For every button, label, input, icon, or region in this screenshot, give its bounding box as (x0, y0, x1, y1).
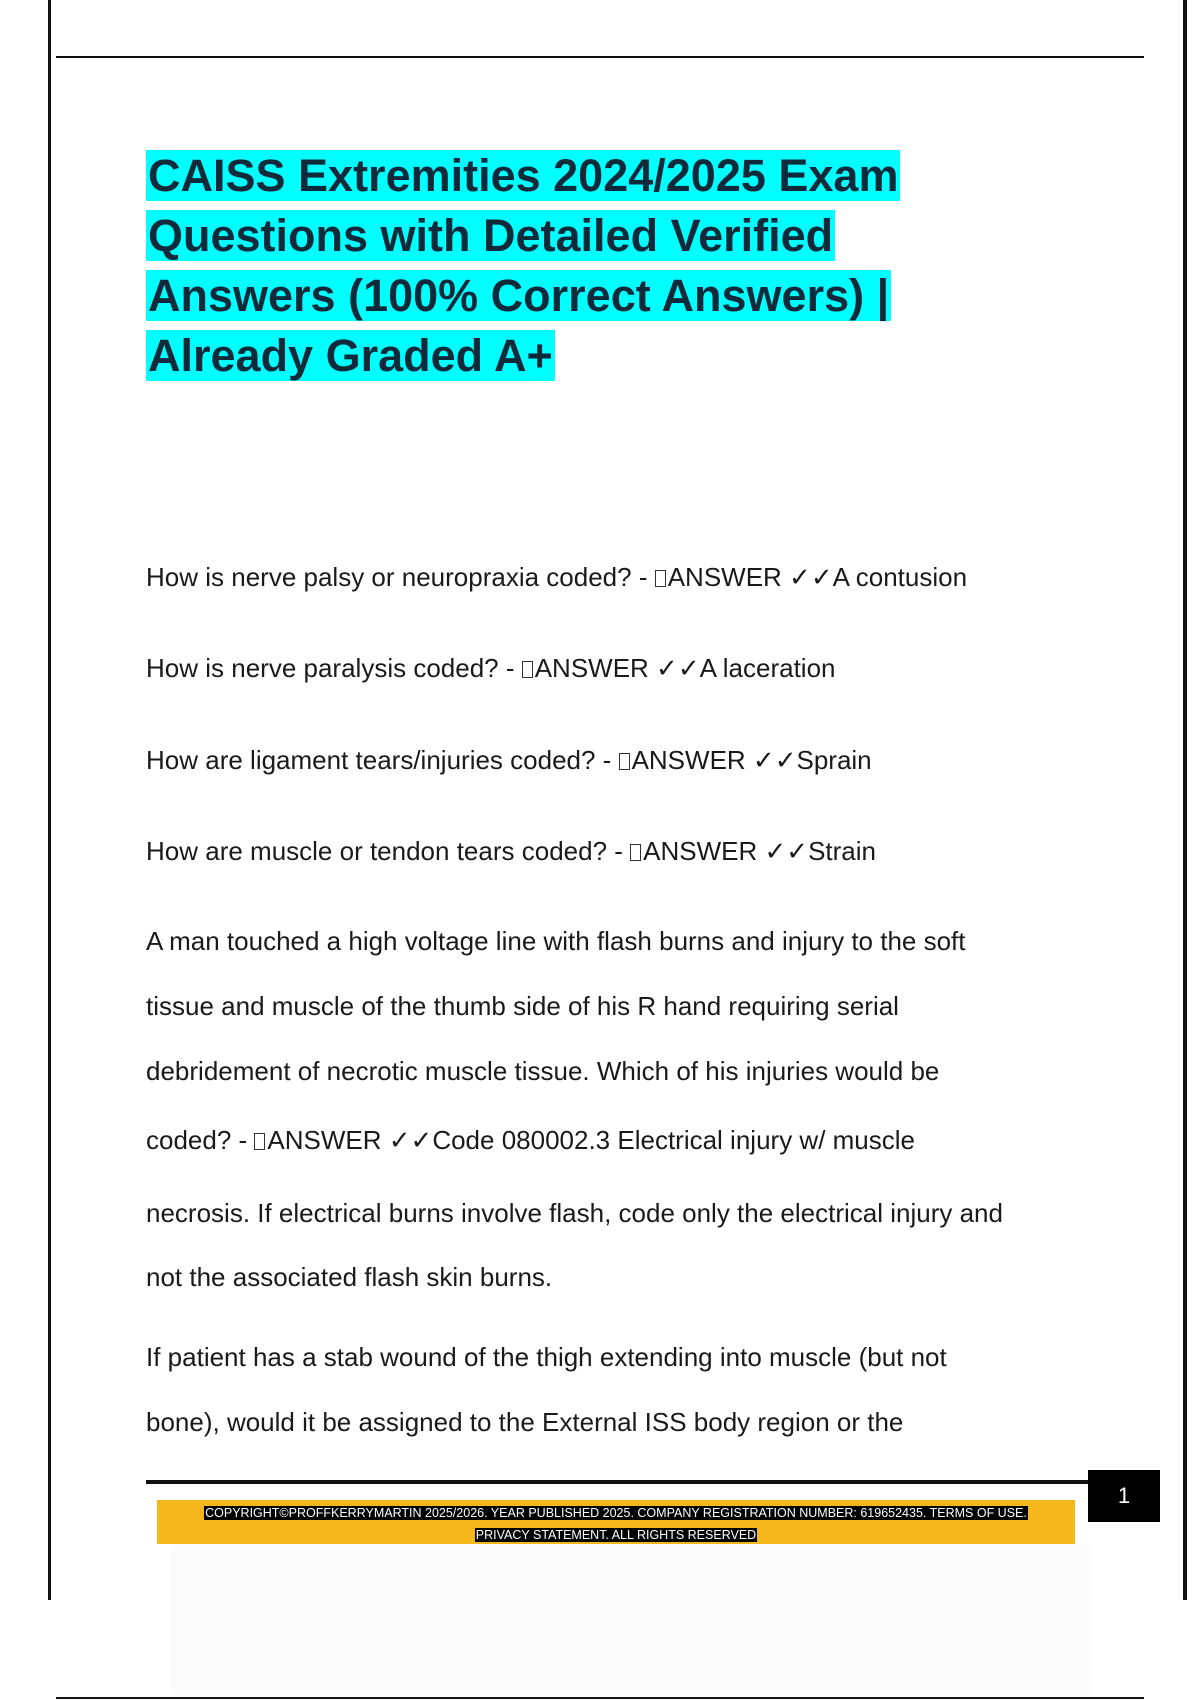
paragraph-line: tissue and muscle of the thumb side of his R hand requiring serial (146, 991, 899, 1021)
answer-prefix: ANSWER ✓✓ (643, 836, 809, 866)
answer-prefix: ANSWER ✓✓ (667, 562, 833, 592)
paragraph-line: necrosis. If electrical burns involve flash, code only the electrical injury and (146, 1198, 1003, 1228)
missing-glyph-icon (619, 753, 630, 770)
answer-prefix: ANSWER ✓✓ (631, 745, 797, 775)
paragraph-line: A man touched a high voltage line with flash burns and injury to the soft (146, 926, 966, 956)
page-right-border (1183, 0, 1187, 1600)
bottom-rule (56, 1697, 1144, 1699)
blank-area (170, 1545, 1090, 1695)
page-number: 1 (1088, 1470, 1160, 1522)
qa-item-2 (146, 653, 836, 684)
document-title (146, 146, 1026, 386)
document-title-text: CAISS Extremities 2024/2025 Exam Questions with Detailed Verified Answers (100% Correct Answers) | Already Graded A+ (148, 150, 899, 381)
missing-glyph-icon (522, 661, 533, 678)
missing-glyph-icon (254, 1133, 265, 1150)
copyright-notice (160, 1502, 1072, 1546)
paragraph-answer: ANSWER ✓✓Code 080002.3 Electrical injury w/ muscle (267, 1125, 915, 1155)
paragraph-line-answer (146, 1125, 915, 1156)
footer-rule (146, 1480, 1091, 1484)
header-rule (56, 56, 1144, 58)
question-text: How is nerve palsy or neuropraxia coded? - (146, 562, 655, 592)
paragraph-line: If patient has a stab wound of the thigh extending into muscle (but not (146, 1342, 947, 1372)
answer-text: A contusion (832, 562, 968, 592)
qa-item-4 (146, 836, 876, 867)
qa-item-1 (146, 562, 967, 593)
paragraph-text: coded? - (146, 1125, 255, 1155)
copyright-line-2: PRIVACY STATEMENT. ALL RIGHTS RESERVED (475, 1528, 757, 1542)
missing-glyph-icon (630, 844, 641, 861)
answer-text: A laceration (699, 653, 836, 683)
copyright-line-1: COPYRIGHT©PROFFKERRYMARTIN 2025/2026. YEAR PUBLISHED 2025. COMPANY REGISTRATION NUMBER: 619652435. TERMS OF USE. (205, 1506, 1027, 1520)
paragraph-line: not the associated flash skin burns. (146, 1262, 553, 1292)
page-left-border (48, 0, 51, 1600)
question-text: How is nerve paralysis coded? - (146, 653, 522, 683)
paragraph-line: debridement of necrotic muscle tissue. Which of his injuries would be (146, 1056, 940, 1086)
qa-item-3 (146, 745, 872, 776)
answer-prefix: ANSWER ✓✓ (534, 653, 700, 683)
answer-text: Sprain (796, 745, 872, 775)
paragraph-line: bone), would it be assigned to the External ISS body region or the (146, 1407, 904, 1437)
question-text: How are muscle or tendon tears coded? - (146, 836, 631, 866)
answer-text: Strain (808, 836, 876, 866)
question-text: How are ligament tears/injuries coded? - (146, 745, 619, 775)
missing-glyph-icon (655, 570, 666, 587)
